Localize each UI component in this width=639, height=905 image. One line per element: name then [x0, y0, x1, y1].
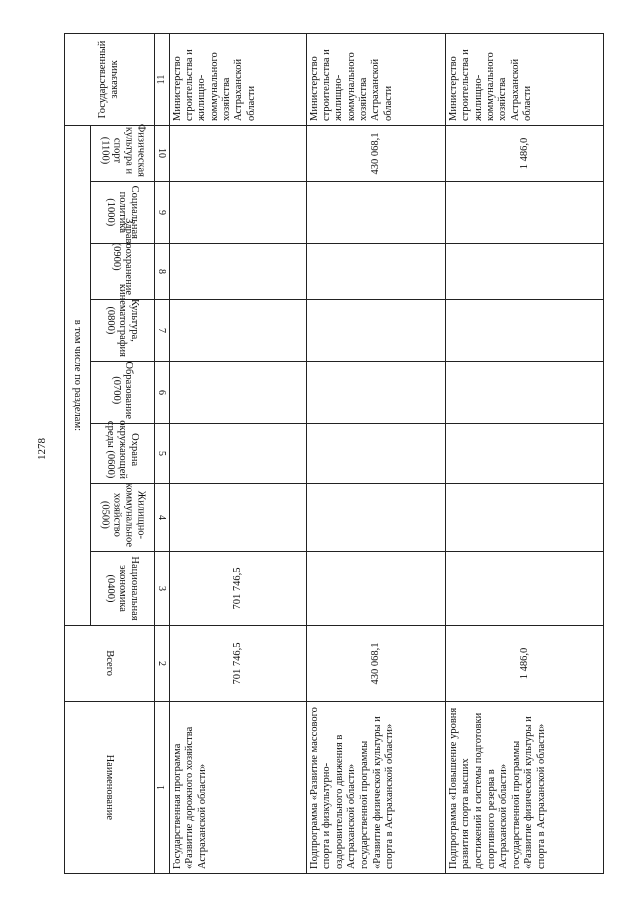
- row-value-0400: [445, 552, 603, 626]
- column-number: 11: [154, 33, 169, 125]
- row-value-0400: [306, 552, 445, 626]
- column-number: 2: [154, 626, 169, 702]
- row-value-0800: [169, 300, 306, 362]
- column-number: 7: [154, 300, 169, 362]
- header-section-0700: Образование (0700): [90, 362, 154, 424]
- header-in-sections: в том числе по разделам:: [65, 125, 91, 625]
- page-number: 1278: [36, 438, 48, 460]
- column-number: 9: [154, 182, 169, 244]
- row-value-0900: [445, 244, 603, 300]
- header-name: Наименование: [65, 702, 155, 874]
- row-name: Подпрограмма «Повышение уровня развития спорта высших достижений и системы подготовки спортивного резерва в Астраханской области» государственной программы «Развитие физической культуры и спорта в Астраханской области»: [445, 702, 603, 874]
- row-value-1000: [169, 182, 306, 244]
- header-section-0400: Национальная экономика (0400): [90, 552, 154, 626]
- header-total: Всего: [65, 626, 155, 702]
- row-value-0600: [445, 424, 603, 484]
- header-section-0600: Охрана окружающей среды (0600): [90, 424, 154, 484]
- row-value-0700: [169, 362, 306, 424]
- header-section-1100: Физическая культура и спорт (1100): [90, 125, 154, 181]
- row-total: 430 068,1: [306, 626, 445, 702]
- header-section-0800: Культура, кинематография (0800): [90, 300, 154, 362]
- row-value-0900: [169, 244, 306, 300]
- row-value-0500: [445, 484, 603, 552]
- column-number: 8: [154, 244, 169, 300]
- row-name: Подпрограмма «Развитие массового спорта и физкультурно-оздоровительного движения в Астраханской области» государственной программы «Развитие физической культуры и спорта в Астраханской области»: [306, 702, 445, 874]
- table-row: [169, 33, 306, 873]
- column-number-row: [154, 33, 169, 873]
- header-section-0500: Жилищно-коммунальное хозяйство (0500): [90, 484, 154, 552]
- row-name: Государственная программа «Развитие дорожного хозяйства Астраханской области»: [169, 702, 306, 874]
- row-customer: Министерство строительства и жилищно-коммунального хозяйства Астраханской области: [306, 33, 445, 125]
- row-value-1100: [169, 125, 306, 181]
- row-customer: Министерство строительства и жилищно-коммунального хозяйства Астраханской области: [445, 33, 603, 125]
- header-section-0900: Здравоохранение (0900): [90, 244, 154, 300]
- row-value-1100: 1 486,0: [445, 125, 603, 181]
- table-row: [306, 33, 445, 873]
- column-number: 6: [154, 362, 169, 424]
- column-number: 5: [154, 424, 169, 484]
- row-value-1000: [306, 182, 445, 244]
- row-value-0500: [306, 484, 445, 552]
- column-number: 3: [154, 552, 169, 626]
- header-row-1: [65, 33, 91, 873]
- row-value-1000: [445, 182, 603, 244]
- header-customer: Государственный заказчик: [65, 33, 155, 125]
- row-value-1100: 430 068,1: [306, 125, 445, 181]
- table-row: [445, 33, 603, 873]
- column-number: 4: [154, 484, 169, 552]
- row-value-0800: [445, 300, 603, 362]
- row-value-0900: [306, 244, 445, 300]
- row-value-0600: [169, 424, 306, 484]
- row-customer: Министерство строительства и жилищно-коммунального хозяйства Астраханской области: [169, 33, 306, 125]
- row-total: 701 746,5: [169, 626, 306, 702]
- header-section-1000: Социальная политика (1000): [90, 182, 154, 244]
- rotated-page-content: [64, 34, 604, 874]
- budget-table: [64, 33, 604, 874]
- column-number: 1: [154, 702, 169, 874]
- row-value-0500: [169, 484, 306, 552]
- column-number: 10: [154, 125, 169, 181]
- row-value-0600: [306, 424, 445, 484]
- row-value-0700: [445, 362, 603, 424]
- row-total: 1 486,0: [445, 626, 603, 702]
- row-value-0400: 701 746,5: [169, 552, 306, 626]
- row-value-0700: [306, 362, 445, 424]
- row-value-0800: [306, 300, 445, 362]
